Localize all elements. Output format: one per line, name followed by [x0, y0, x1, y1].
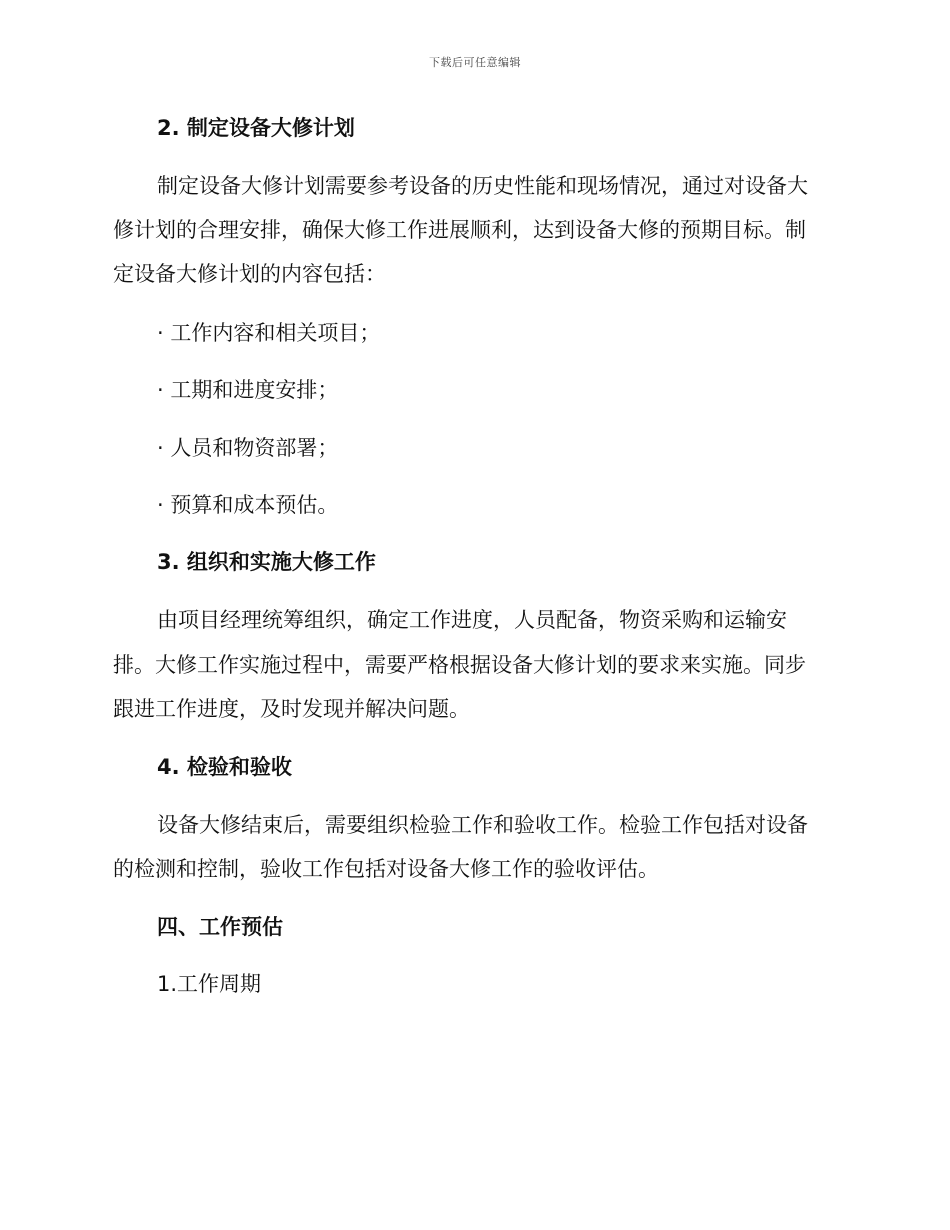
paragraph-line: 排。大修工作实施过程中，需要严格根据设备大修计划的要求来实施。同步: [113, 653, 806, 677]
section-heading-plan: 2. 制定设备大修计划: [157, 116, 355, 140]
section-heading-inspection: 4. 检验和验收: [157, 755, 292, 779]
paragraph-line: 制定设备大修计划需要参考设备的历史性能和现场情况，通过对设备大: [157, 174, 808, 198]
list-item: · 工作内容和相关项目；: [157, 321, 381, 345]
list-item: · 预算和成本预估。: [157, 493, 339, 517]
paragraph-line: 设备大修结束后，需要组织检验工作和验收工作。检验工作包括对设备: [157, 813, 808, 837]
paragraph-line: 修计划的合理安排，确保大修工作进展顺利，达到设备大修的预期目标。制: [113, 218, 806, 242]
subsection-heading-period: 1.工作周期: [157, 972, 262, 996]
paragraph-line: 跟进工作进度，及时发现并解决问题。: [113, 697, 470, 721]
paragraph-line: 由项目经理统筹组织，确定工作进度，人员配备，物资采购和运输安: [157, 608, 787, 632]
list-item: · 工期和进度安排；: [157, 378, 339, 402]
paragraph-line: 的检测和控制，验收工作包括对设备大修工作的验收评估。: [113, 857, 659, 881]
paragraph-line: 定设备大修计划的内容包括：: [113, 262, 386, 286]
section-heading-estimate: 四、工作预估: [157, 915, 283, 939]
list-item: · 人员和物资部署；: [157, 436, 339, 460]
header-note: 下载后可任意编辑: [429, 56, 521, 69]
section-heading-implementation: 3. 组织和实施大修工作: [157, 550, 376, 574]
